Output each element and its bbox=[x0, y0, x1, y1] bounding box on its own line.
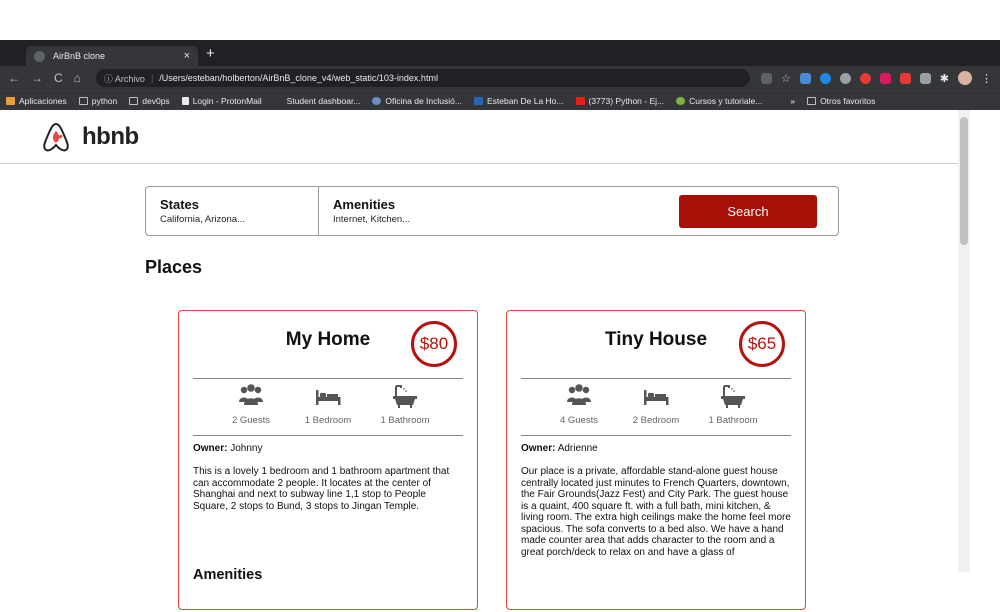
place-info bbox=[547, 383, 765, 426]
bathtub-icon bbox=[391, 383, 419, 409]
tab-strip bbox=[0, 40, 1000, 66]
bedrooms-info bbox=[624, 383, 688, 426]
bookmarks-bar bbox=[0, 90, 1000, 110]
address-bar[interactable] bbox=[96, 69, 750, 87]
home-icon[interactable]: ⌂ bbox=[73, 71, 81, 85]
amenities-title: Amenities bbox=[333, 197, 396, 212]
folder-icon bbox=[129, 97, 138, 105]
place-card bbox=[178, 310, 478, 610]
page-icon bbox=[274, 97, 283, 105]
bookmark-star-icon[interactable]: ☆ bbox=[780, 72, 791, 85]
new-tab-icon[interactable]: + bbox=[206, 45, 215, 62]
leaf-icon bbox=[676, 97, 685, 105]
divider bbox=[193, 378, 463, 379]
favicon-icon bbox=[34, 51, 45, 62]
folder-icon bbox=[807, 97, 816, 105]
translate-icon[interactable] bbox=[761, 73, 772, 84]
reload-icon[interactable]: C bbox=[54, 71, 63, 85]
extensions-area bbox=[761, 71, 992, 85]
lock-icon bbox=[182, 97, 189, 105]
bathrooms-label: 1 Bathroom bbox=[380, 415, 430, 426]
bed-icon bbox=[642, 383, 670, 409]
bookmark-python[interactable]: python bbox=[79, 96, 118, 106]
amenities-filter[interactable] bbox=[319, 187, 679, 235]
places-title: Places bbox=[145, 257, 203, 277]
tab-airbnb-clone[interactable] bbox=[26, 46, 198, 66]
apps-grid-icon bbox=[6, 97, 15, 105]
guests-label: 2 Guests bbox=[231, 415, 271, 426]
divider bbox=[521, 378, 791, 379]
bedrooms-label: 2 Bedroom bbox=[632, 415, 680, 426]
guests-info bbox=[547, 383, 611, 426]
extension-6-icon[interactable] bbox=[900, 73, 911, 84]
bookmark-apps[interactable]: Aplicaciones bbox=[6, 96, 67, 106]
place-info bbox=[219, 383, 437, 426]
bookmark-oficina[interactable]: Oficina de Inclusió... bbox=[372, 96, 462, 106]
extension-2-icon[interactable] bbox=[820, 73, 831, 84]
place-card bbox=[506, 310, 806, 610]
youtube-icon bbox=[576, 97, 585, 105]
page-scrollbar-thumb[interactable] bbox=[960, 117, 968, 245]
infinity-icon bbox=[372, 97, 381, 105]
bathrooms-info bbox=[373, 383, 437, 426]
back-icon[interactable]: ← bbox=[8, 71, 20, 85]
guests-label: 4 Guests bbox=[559, 415, 599, 426]
bathrooms-info bbox=[701, 383, 765, 426]
forward-icon[interactable]: → bbox=[31, 71, 43, 85]
bookmark-overflow[interactable]: » bbox=[790, 95, 796, 106]
site-logo[interactable] bbox=[40, 121, 139, 153]
guests-info bbox=[219, 383, 283, 426]
url-text: /Users/esteban/holberton/AirBnB_clone_v4/web_static/103-index.html bbox=[159, 73, 438, 83]
bed-icon bbox=[314, 383, 342, 409]
bedrooms-info bbox=[296, 383, 360, 426]
tab-title: AirBnB clone bbox=[53, 51, 106, 61]
bookmark-student-dashboard[interactable]: Student dashboar... bbox=[274, 96, 361, 106]
linkedin-icon bbox=[474, 97, 483, 105]
bookmark-youtube[interactable]: (3773) Python - Ej... bbox=[576, 96, 665, 106]
owner-label: Owner: bbox=[193, 443, 228, 454]
divider bbox=[521, 435, 791, 436]
price-badge: $80 bbox=[411, 321, 457, 367]
amenities-heading: Amenities bbox=[193, 567, 263, 583]
page-content bbox=[0, 110, 958, 583]
bathtub-icon bbox=[719, 383, 747, 409]
bookmark-cursos[interactable]: Cursos y tutoriale... bbox=[676, 96, 762, 106]
owner-name: Adrienne bbox=[557, 443, 598, 454]
states-title: States bbox=[160, 197, 200, 212]
bookmark-linkedin[interactable]: Esteban De La Ho... bbox=[474, 96, 564, 106]
extension-5-icon[interactable] bbox=[880, 73, 891, 84]
extension-4-icon[interactable] bbox=[860, 73, 871, 84]
menu-icon[interactable]: ⋮ bbox=[981, 72, 992, 85]
extension-1-icon[interactable] bbox=[800, 73, 811, 84]
extension-3-icon[interactable] bbox=[840, 73, 851, 84]
guests-icon bbox=[237, 383, 265, 409]
states-filter[interactable] bbox=[146, 187, 319, 235]
folder-icon bbox=[79, 97, 88, 105]
site-info-label[interactable]: ⓘ Archivo bbox=[103, 73, 145, 84]
bedrooms-label: 1 Bedroom bbox=[304, 415, 352, 426]
amenities-value: Internet, Kitchen... bbox=[333, 214, 411, 225]
tab-close-icon[interactable]: × bbox=[183, 50, 190, 62]
place-description: Our place is a private, affordable stand-alone guest house centrally located just minutes to French Quarters, downtown, the Fair Grounds(Jazz Fest) and City Park. The guest house is a quaint, 400 square ft. with a full bath, mini kitchen, & living room. The extra high ceilings make the home feel more spacious. The sofa converts to a bed also. We have a hand made counter area that adds character to the room and a great porch/deck to relax on and have a glass of bbox=[521, 466, 791, 558]
bathrooms-label: 1 Bathroom bbox=[708, 415, 758, 426]
browser-toolbar bbox=[0, 66, 1000, 90]
avatar[interactable] bbox=[958, 71, 972, 85]
divider bbox=[193, 435, 463, 436]
owner-line bbox=[521, 443, 598, 454]
owner-name: Johnny bbox=[230, 443, 263, 454]
place-description: This is a lovely 1 bedroom and 1 bathroom apartment that can accommodate 2 people. It locates at the center of Shanghai and next to subway line 1,1 stop to People Square, 2 stops to Bund, 3 stops to Jingan Temple. bbox=[193, 466, 450, 512]
logo-text: hbnb bbox=[82, 123, 139, 150]
owner-label: Owner: bbox=[521, 443, 556, 454]
filters-bar bbox=[145, 186, 839, 236]
place-name: Tiny House bbox=[604, 329, 708, 350]
browser-window bbox=[0, 40, 1000, 583]
bookmark-devops[interactable]: dev0ps bbox=[129, 96, 169, 106]
states-value: California, Arizona... bbox=[160, 214, 246, 225]
separator: | bbox=[150, 73, 154, 83]
airbnb-logo-icon bbox=[40, 121, 72, 153]
place-name: My Home bbox=[285, 329, 371, 350]
bookmark-others[interactable]: Otros favoritos bbox=[807, 96, 875, 106]
price-badge: $65 bbox=[739, 321, 785, 367]
search-button[interactable]: Search bbox=[679, 195, 817, 228]
puzzle-icon[interactable]: ✱ bbox=[939, 72, 949, 85]
bookmark-protonmail[interactable]: Login - ProtonMail bbox=[182, 96, 262, 106]
site-header bbox=[0, 110, 958, 164]
extension-7-icon[interactable] bbox=[920, 73, 931, 84]
owner-line bbox=[193, 443, 262, 454]
guests-icon bbox=[565, 383, 593, 409]
